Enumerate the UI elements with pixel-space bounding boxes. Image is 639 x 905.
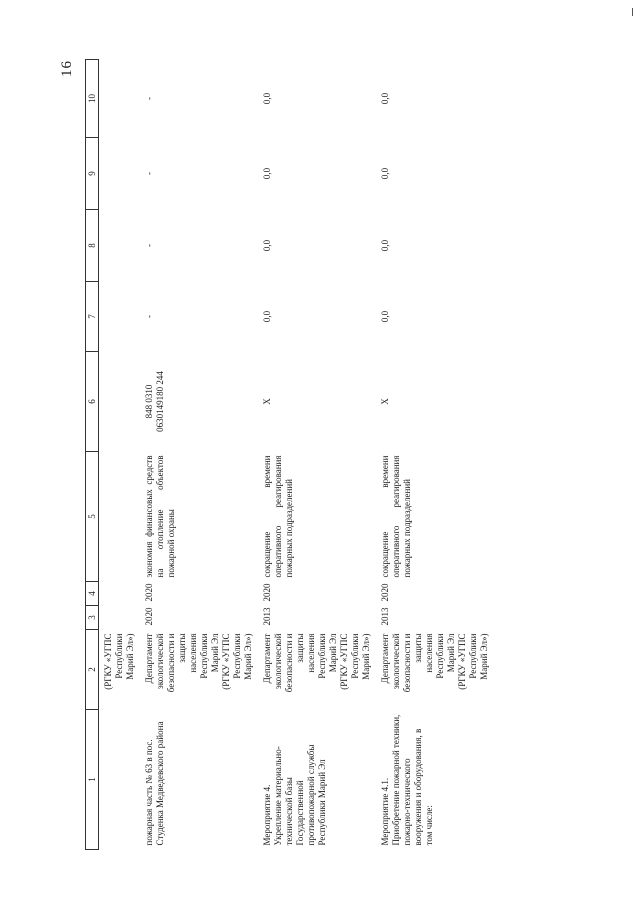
cell-value-10: 0,0 (380, 92, 390, 105)
cell-budget-code (99, 352, 141, 452)
program-table (85, 59, 494, 850)
header-cell-1: 1 (86, 710, 99, 850)
cell-end-year: 2020 (144, 583, 154, 602)
cell-result: сокращение времени оперативного реагирования пожарных подразделений (262, 455, 294, 578)
cell-value-8: - (144, 244, 154, 247)
cell-result: экономия финансовых средств на отопление объектов пожарной охраны (144, 455, 176, 578)
cell-measure: пожарная часть № 63 в пос. Студенка Медведевского района (144, 721, 165, 846)
table-row (140, 60, 258, 850)
cell-executor: (РГКУ «УГПС Республики Марий Эл») (103, 633, 135, 690)
cell-value-7: 0,0 (262, 310, 272, 323)
cell-value-10 (99, 60, 141, 138)
cell-result (99, 452, 141, 582)
cell-value-9: 0,0 (380, 167, 390, 180)
header-cell-2: 2 (86, 630, 99, 710)
header-cell-9: 9 (86, 138, 99, 210)
cell-value-7 (99, 282, 141, 352)
cell-measure: Мероприятие 4. Укрепление материально-технической базы Государственной противопожарной службы Республики Марий Эл (262, 744, 327, 846)
cell-measure (99, 710, 141, 850)
cell-value-10: 0,0 (262, 92, 272, 105)
cell-measure: Мероприятие 4.1. Приобретение пожарной техники, пожарно-технического вооружения и оборудования, в том числе: (380, 714, 434, 846)
rotated-table-page (59, 60, 545, 850)
table-row (99, 60, 141, 850)
page-number: 16 (59, 60, 75, 77)
cell-budget-code: Х (380, 398, 390, 405)
cell-value-7: - (144, 315, 154, 318)
header-cell-8: 8 (86, 210, 99, 282)
header-cell-6: 6 (86, 352, 99, 452)
cell-start-year: 2013 (380, 607, 390, 626)
scan-mark (632, 8, 633, 16)
cell-executor: Департамент экологической безопасности и защиты населения Республики Марий Эл (РГКУ «УГПС Республики Марий Эл») (144, 633, 253, 693)
cell-value-9: - (144, 172, 154, 175)
cell-value-10: - (144, 97, 154, 100)
cell-executor: Департамент экологической безопасности и защиты населения Республики Марий Эл (РГКУ «УГПС Республики Марий Эл») (262, 633, 371, 693)
header-row (86, 60, 99, 850)
cell-value-8 (99, 210, 141, 282)
cell-result: сокращение времени оперативного реагирования пожарных подразделений (380, 455, 412, 578)
cell-budget-code: Х (262, 398, 272, 405)
cell-end-year (99, 582, 141, 606)
header-cell-4: 4 (86, 582, 99, 606)
header-cell-10: 10 (86, 60, 99, 138)
cell-executor: Департамент экологической безопасности и защиты населения Республики Марий Эл (РГКУ «УГПС Республики Марий Эл») (380, 633, 489, 693)
header-cell-3: 3 (86, 606, 99, 630)
cell-value-9 (99, 138, 141, 210)
cell-start-year: 2020 (144, 607, 154, 626)
cell-value-8: 0,0 (262, 239, 272, 252)
cell-value-8: 0,0 (380, 239, 390, 252)
cell-end-year: 2020 (262, 583, 272, 602)
cell-value-9: 0,0 (262, 167, 272, 180)
cell-start-year (99, 606, 141, 630)
cell-start-year: 2013 (262, 607, 272, 626)
cell-budget-code: 848 0310 0630149180 244 (144, 371, 165, 432)
table-row (258, 60, 376, 850)
header-cell-7: 7 (86, 282, 99, 352)
cell-value-7: 0,0 (380, 310, 390, 323)
table-row (376, 60, 494, 850)
header-cell-5: 5 (86, 452, 99, 582)
cell-end-year: 2020 (380, 583, 390, 602)
